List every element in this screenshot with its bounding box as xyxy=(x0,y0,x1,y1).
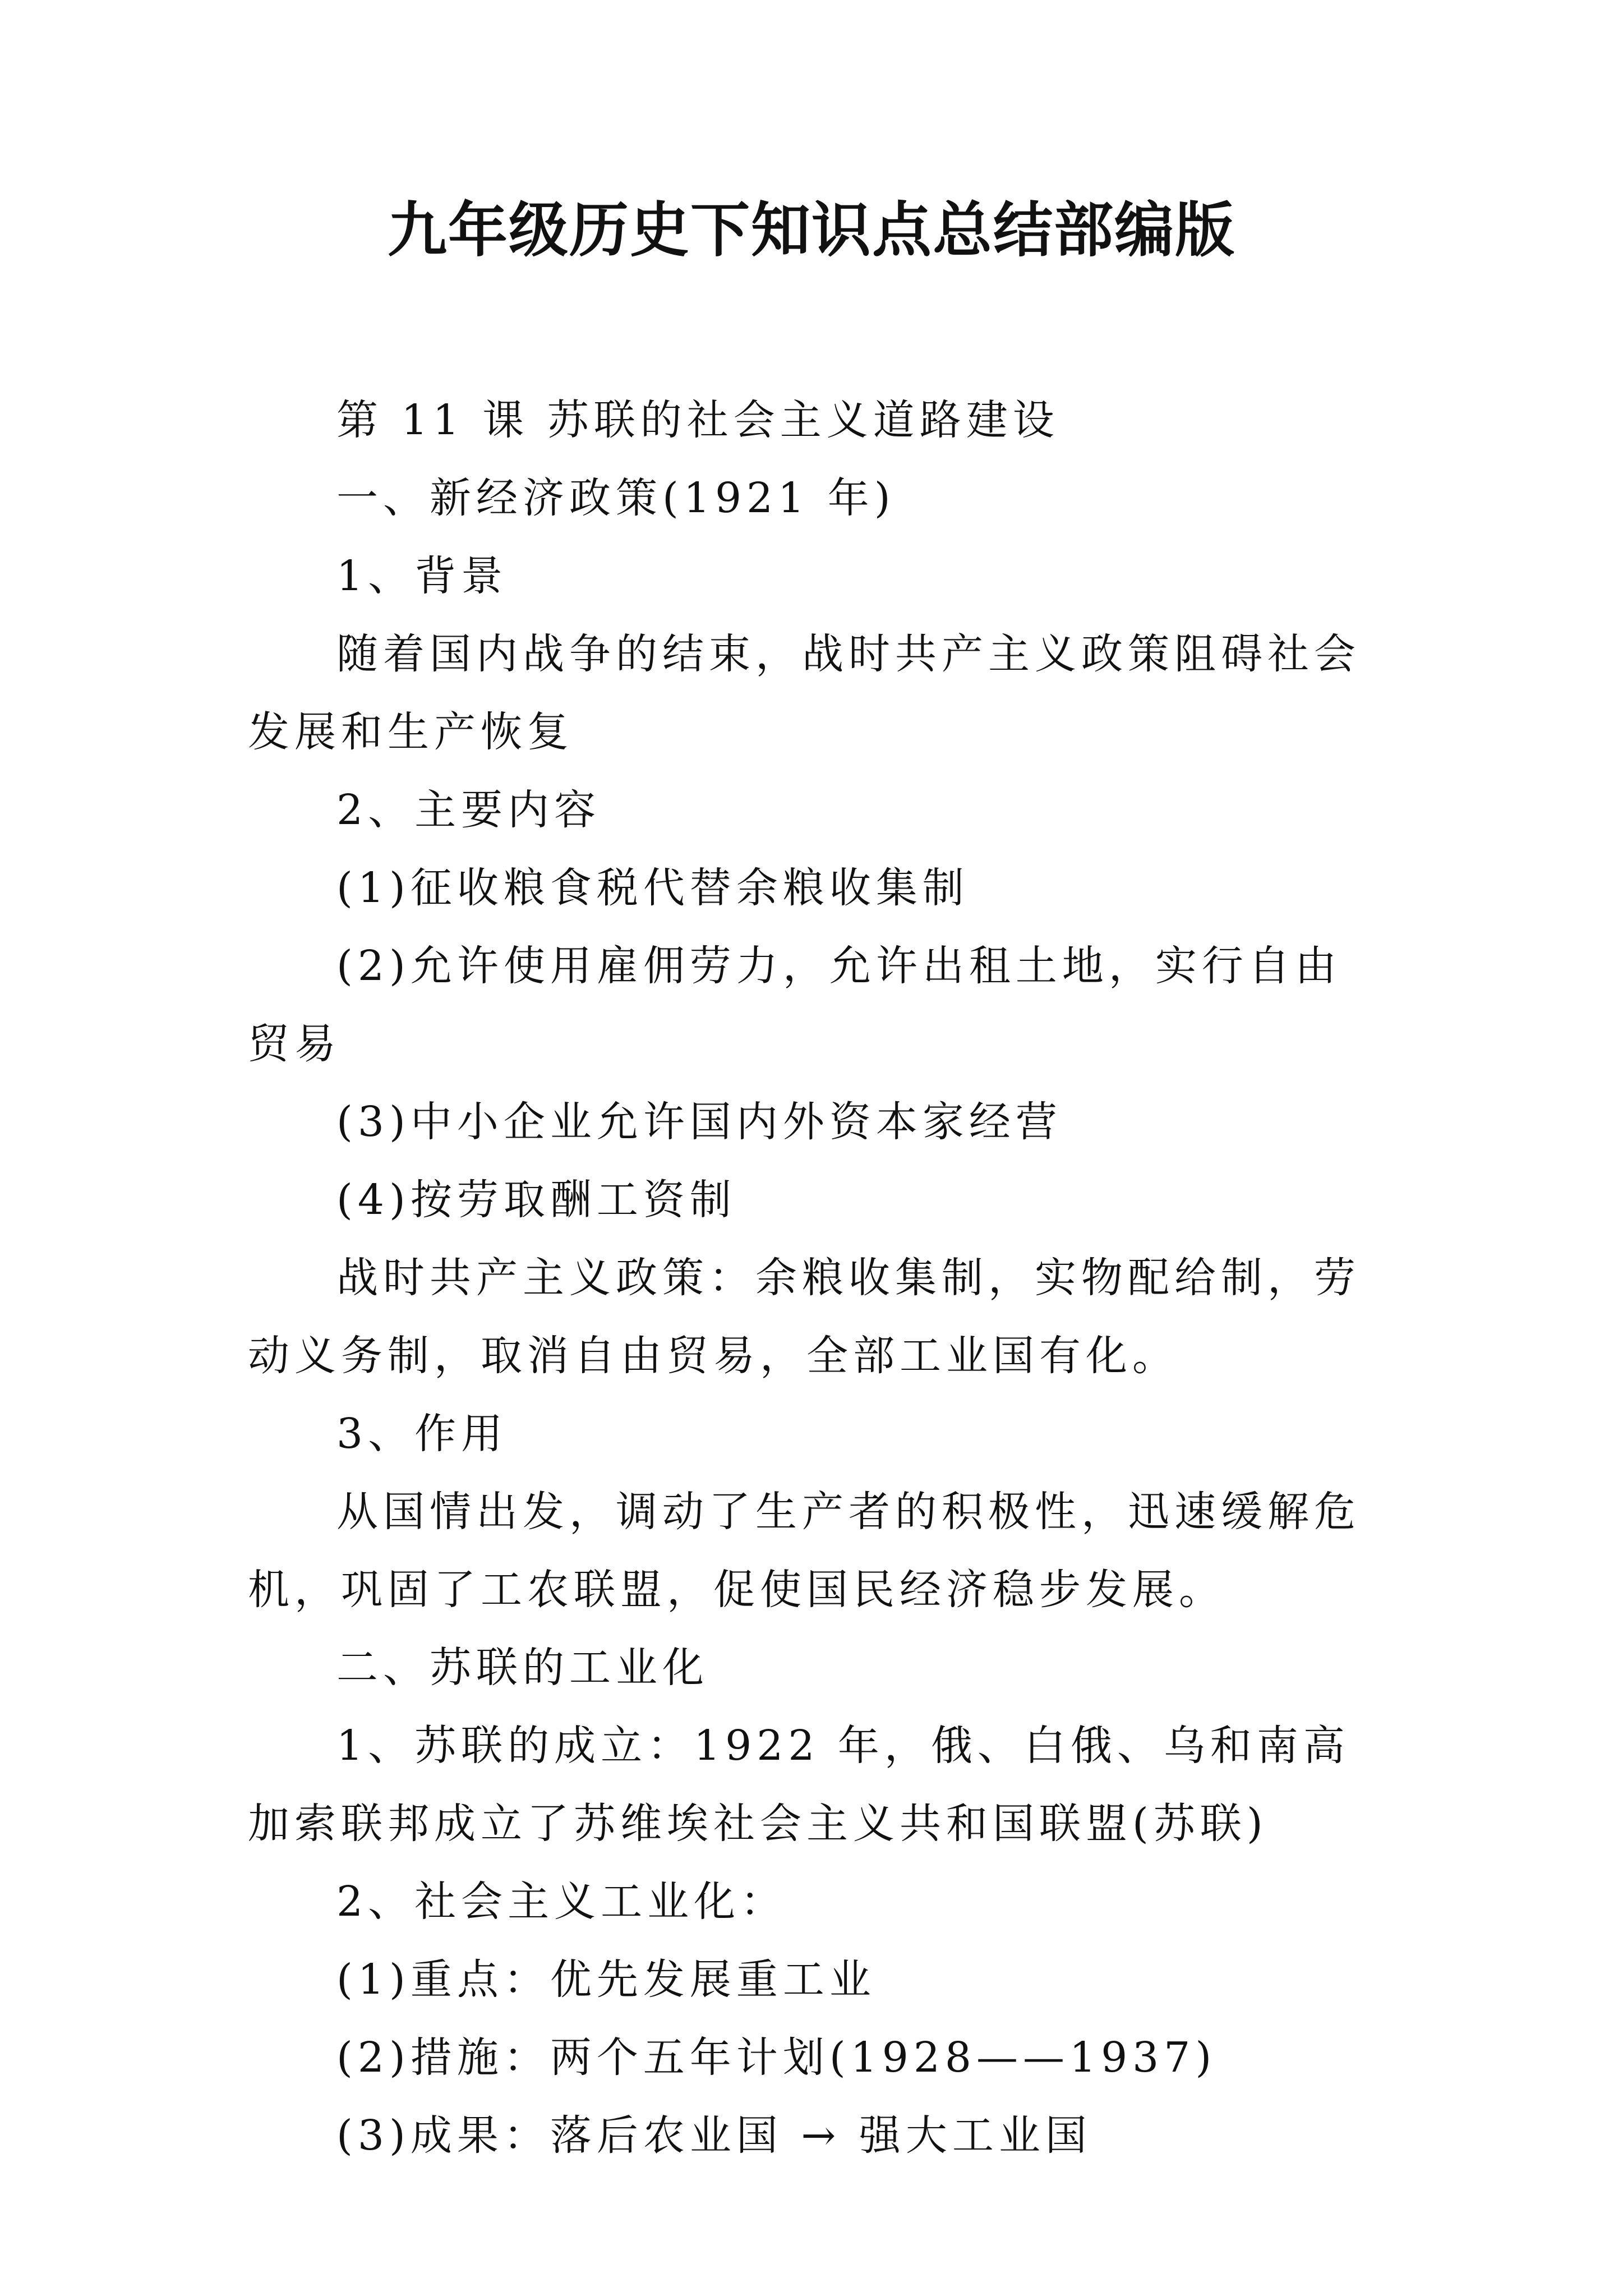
subheading-socialist-industrialization: 2、社会主义工业化： xyxy=(336,1878,787,1926)
list-item-free-trade: (2)允许使用雇佣劳力，允许出租土地，实行自由贸易 xyxy=(248,942,1341,1068)
subheading-main-content: 2、主要内容 xyxy=(336,786,601,834)
lesson-heading: 第 11 课 苏联的社会主义道路建设 xyxy=(336,396,1059,444)
list-item-measures: (2)措施：两个五年计划(1928——1937) xyxy=(336,2033,1217,2082)
list-item-grain-tax: (1)征收粮食税代替余粮收集制 xyxy=(336,864,969,912)
list-item-enterprises: (3)中小企业允许国内外资本家经营 xyxy=(336,1098,1062,1146)
subheading-background: 1、背景 xyxy=(336,552,508,600)
paragraph-ussr-founding: 1、苏联的成立：1922 年，俄、白俄、乌和南高加索联邦成立了苏维埃社会主义共和国联盟(苏联) xyxy=(248,1722,1350,1848)
section-heading-new-economic-policy: 一、新经济政策(1921 年) xyxy=(336,474,896,522)
list-item-results: (3)成果：落后农业国 → 强大工业国 xyxy=(336,2111,1092,2160)
document-body xyxy=(248,381,1386,2175)
paragraph-war-communism: 战时共产主义政策：余粮收集制，实物配给制，劳动义务制，取消自由贸易，全部工业国有化。 xyxy=(248,1254,1361,1380)
paragraph-effect: 从国情出发，调动了生产者的积极性，迅速缓解危机，巩固了工农联盟，促使国民经济稳步发展。 xyxy=(248,1488,1361,1614)
list-item-focus: (1)重点：优先发展重工业 xyxy=(336,1955,876,2004)
paragraph-background: 随着国内战争的结束，战时共产主义政策阻碍社会发展和生产恢复 xyxy=(248,630,1361,756)
subheading-effect: 3、作用 xyxy=(336,1410,508,1458)
section-heading-industrialization: 二、苏联的工业化 xyxy=(336,1644,709,1692)
list-item-wages: (4)按劳取酬工资制 xyxy=(336,1176,736,1224)
document-title: 九年级历史下知识点总结部编版 xyxy=(388,195,1235,265)
